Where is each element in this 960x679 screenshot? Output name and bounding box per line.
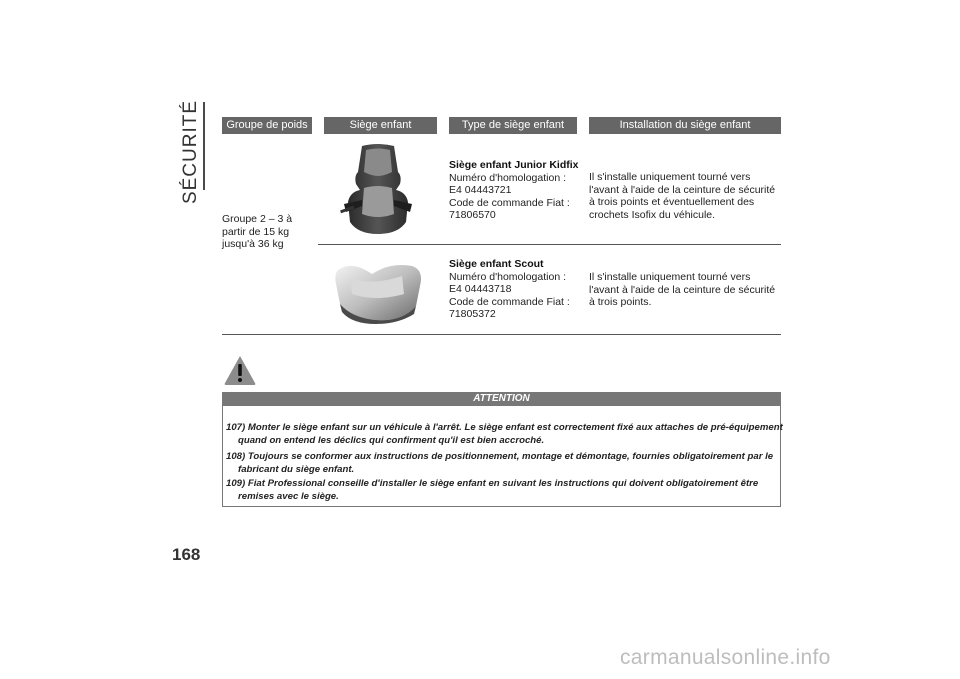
scout-seat-image (332, 256, 426, 324)
fiat-code-scout: Code de commande Fiat : 71805372 (449, 295, 570, 320)
watermark: carmanualsonline.info (620, 646, 831, 669)
table-bottom-rule (222, 334, 781, 335)
seat-name-scout: Siège enfant Scout (449, 258, 544, 270)
section-divider (203, 102, 205, 190)
warning-icon (223, 354, 257, 386)
attention-note-109: 109) Fiat Professional conseille d'installer le siège enfant en suivant les instructions qui doivent obligatoirement être remises avec le siège. (226, 478, 759, 502)
attention-title: ATTENTION (222, 392, 781, 406)
seat-type-scout (449, 258, 581, 321)
junior-kidfix-seat-image (340, 142, 416, 236)
header-child-seat: Siège enfant (324, 117, 437, 134)
seat-type-junior-kidfix (449, 159, 581, 222)
attention-note-108: 108) Toujours se conformer aux instructions de positionnement, montage et démontage, fournies obligatoirement par le fabricant du siège enfant. (226, 451, 774, 475)
page-number: 168 (172, 545, 201, 564)
homologation-scout: Numéro d'homologation : E4 04443718 (449, 270, 566, 295)
weight-group-text: Groupe 2 – 3 à partir de 15 kg jusqu'à 36 kg (222, 213, 293, 250)
header-installation: Installation du siège enfant (589, 117, 781, 134)
homologation-junior-kidfix: Numéro d'homologation : E4 04443721 (449, 171, 566, 196)
installation-junior-kidfix: Il s'installe uniquement tourné vers l'avant à l'aide de la ceinture de sécurité à trois points et éventuellement des crochets Isofix du véhicule. (589, 171, 776, 221)
header-weight-group: Groupe de poids (222, 117, 312, 134)
row-divider (318, 244, 781, 245)
section-title: SÉCURITÉ (180, 99, 201, 205)
seat-name-junior-kidfix: Siège enfant Junior Kidfix (449, 159, 579, 171)
fiat-code-junior-kidfix: Code de commande Fiat : 71806570 (449, 196, 570, 221)
installation-scout: Il s'installe uniquement tourné vers l'avant à l'aide de la ceinture de sécurité à trois points. (589, 271, 776, 308)
attention-note-107: 107) Monter le siège enfant sur un véhicule à l'arrêt. Le siège enfant est correctement fixé aux attaches de pré-équipement quand on entend les déclics qui confirment qu'il est bien accroché. (226, 422, 783, 446)
header-seat-type: Type de siège enfant (449, 117, 577, 134)
